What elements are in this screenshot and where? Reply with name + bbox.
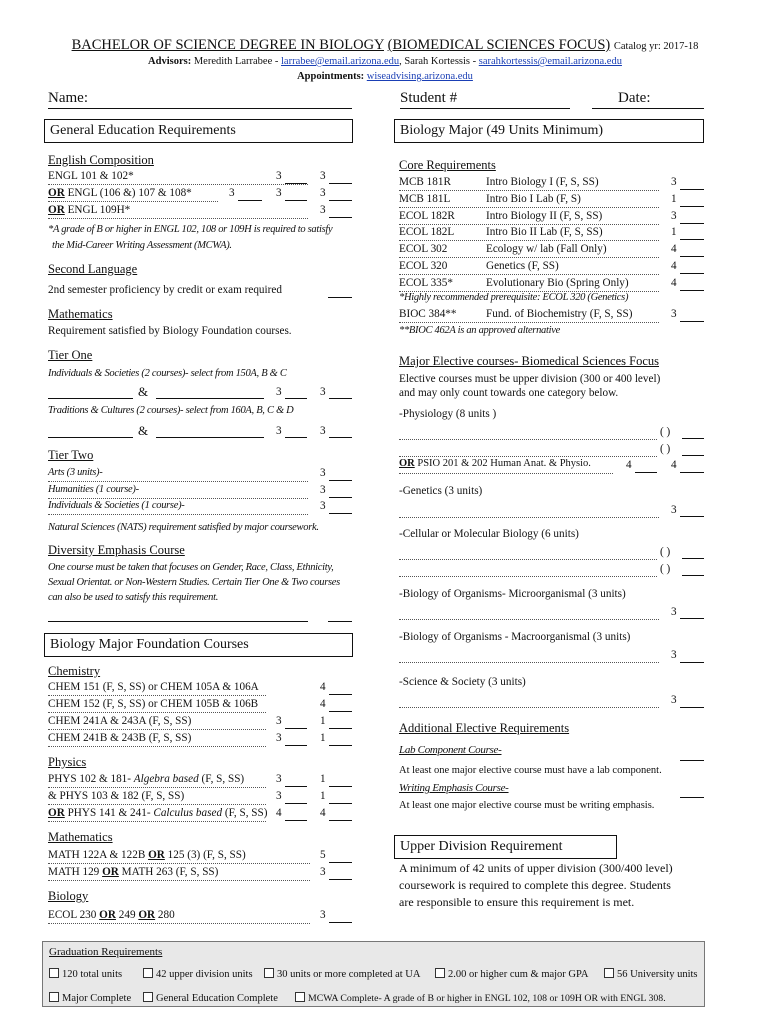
core-course-blank[interactable]: [680, 273, 704, 274]
science-society-units: (3 units): [485, 676, 526, 688]
core-course-code: ECOL 182R: [399, 209, 455, 222]
core-course-line: [399, 224, 659, 225]
core-course-blank[interactable]: [680, 223, 704, 224]
tier-one-trad-blank-1[interactable]: [48, 437, 133, 438]
gened-math-text: Requirement satisfied by Biology Foundation courses.: [48, 325, 292, 337]
core-prereq-note: *Highly recommended prerequisite: ECOL 320 (Genetics): [399, 292, 629, 303]
appointments-label: Appointments:: [297, 71, 365, 82]
math-row-2-line: [48, 880, 310, 881]
macro-title: [399, 631, 630, 643]
chemistry-row-units-b: 4: [320, 681, 326, 693]
math-row-2-units: 3: [320, 866, 326, 878]
physics-row-3-blank-b[interactable]: [329, 820, 352, 821]
core-course-name: Intro Biology II (F, S, SS): [486, 209, 603, 222]
math-row-2-a: MATH 129: [48, 866, 103, 878]
checkbox[interactable]: [143, 992, 153, 1002]
english-row-2-blank-pre[interactable]: [238, 200, 262, 201]
upper-division-text-3: are responsible to ensure this requirement is met.: [399, 895, 635, 909]
micro-blank[interactable]: [680, 618, 704, 619]
psio-blank-a[interactable]: [635, 472, 657, 473]
core-requirements-title: Core Requirements: [399, 158, 496, 172]
second-language-text: 2nd semester proficiency by credit or exam required: [48, 284, 282, 296]
physics-row-1-italic: Algebra based: [133, 773, 199, 785]
advisor2-email-link[interactable]: sarahkortessis@email.arizona.edu: [478, 56, 622, 67]
math-row-2: [48, 866, 218, 878]
math-row-1: [48, 849, 246, 861]
diversity-text-1: One course must be taken that focuses on Gender, Race, Class, Ethnicity,: [48, 562, 334, 573]
genetics-blank[interactable]: [680, 516, 704, 517]
tier-one-trad-units-b: 3: [320, 425, 326, 437]
grad-item-label: 42 upper division units: [156, 969, 253, 980]
math-row-2-b: MATH 263 (F, S, SS): [118, 866, 219, 878]
physics-title: Physics: [48, 755, 87, 769]
physics-row-2-blank-b[interactable]: [329, 803, 352, 804]
cellular-units: (6 units): [538, 528, 579, 540]
lab-component-text: At least one major elective course must have a lab component.: [399, 765, 662, 776]
psio-blank-b[interactable]: [680, 472, 704, 473]
grad-item-mcwa-complete[interactable]: [295, 992, 666, 1004]
psio-units-b: 4: [671, 459, 677, 471]
writing-emphasis-blank[interactable]: [680, 797, 704, 798]
grad-item-label: MCWA Complete- A grade of B or higher in ENGL 102, 108 or 109H OR with ENGL 308.: [308, 993, 666, 1004]
physiology-paren-2: ( ): [660, 443, 671, 455]
physics-row-3-blank-a[interactable]: [285, 820, 307, 821]
chemistry-row-line: [48, 729, 266, 730]
science-society-title: [399, 676, 526, 688]
cellular-paren-1: ( ): [660, 546, 671, 558]
english-row-3-blank[interactable]: [329, 217, 352, 218]
catalog-year: Catalog yr: 2017-18: [613, 41, 699, 52]
checkbox[interactable]: [143, 968, 153, 978]
math-row-2-blank[interactable]: [329, 879, 352, 880]
chemistry-row-1: CHEM 152 (F, S, SS) or CHEM 105B & 106B: [48, 698, 259, 710]
physiology-blank-2[interactable]: [682, 455, 704, 456]
english-comp-title: English Composition: [48, 153, 154, 167]
english-row-2-units-a: 3: [276, 187, 282, 199]
physics-row-3-line: [48, 821, 266, 822]
biology-row-units: 3: [320, 909, 326, 921]
chemistry-row-blank-b[interactable]: [329, 745, 352, 746]
science-society-line: [399, 707, 659, 708]
biology-row: [48, 909, 175, 921]
tier-one-title: Tier One: [48, 348, 93, 362]
tier-one-ind-blank-1[interactable]: [48, 398, 133, 399]
or-label: OR: [399, 458, 415, 469]
core-course-blank[interactable]: [680, 290, 704, 291]
foundation-math-title: Mathematics: [48, 830, 113, 844]
genetics-value: 3: [671, 504, 677, 516]
or-label: OR: [48, 807, 65, 819]
tier-two-hum-line: [48, 498, 308, 499]
psio-line: [399, 473, 613, 474]
physiology-units: (8 units ): [453, 408, 497, 420]
tier-one-ind-units-b: 3: [320, 386, 326, 398]
physics-row-2-units-a: 3: [276, 790, 282, 802]
core-course-code: ECOL 302: [399, 243, 448, 256]
biology-row-b: 249: [115, 909, 139, 921]
core-course-units: 4: [671, 243, 677, 256]
chemistry-row-3: CHEM 241B & 243B (F, S, SS): [48, 732, 192, 744]
physiology-label: -Physiology: [399, 408, 454, 420]
science-society-blank[interactable]: [680, 707, 704, 708]
chemistry-row-units-b: 1: [320, 715, 326, 727]
student-number-label: Student #: [400, 90, 458, 106]
science-society-value: 3: [671, 694, 677, 706]
advisors-label: Advisors:: [148, 56, 192, 67]
checkbox[interactable]: [49, 968, 59, 978]
english-row-1: ENGL 101 & 102*: [48, 170, 134, 182]
core-course-name: Intro Biology I (F, S, SS): [486, 176, 599, 188]
bioc-alt-note: **BIOC 462A is an approved alternative: [399, 325, 560, 336]
diversity-text-2: Sexual Orientat. or Non-Western Studies. Certain Tier One & Two courses: [48, 577, 340, 588]
grad-item-gpa[interactable]: [435, 968, 588, 980]
english-row-2: [48, 187, 192, 199]
english-row-2-blank-a[interactable]: [285, 200, 307, 201]
macro-units: (3 units): [590, 631, 631, 643]
chemistry-row-line: [48, 746, 266, 747]
upper-division-text-1: A minimum of 42 units of upper division (300/400 level): [399, 861, 673, 875]
physics-row-1-units-a: 3: [276, 773, 282, 785]
advisor1-email-link[interactable]: larrabee@email.arizona.edu: [281, 56, 400, 67]
nats-note: Natural Sciences (NATS) requirement satisfied by major coursework.: [48, 522, 319, 533]
chemistry-row-0: CHEM 151 (F, S, SS) or CHEM 105A & 106A: [48, 681, 259, 693]
tier-two-arts-blank[interactable]: [329, 480, 352, 481]
cellular-blank-1[interactable]: [682, 558, 704, 559]
grad-item-label: 56 University units: [617, 969, 698, 980]
bioc-units: 3: [671, 308, 677, 320]
english-row-1-blank-b[interactable]: [329, 183, 352, 184]
core-course-blank[interactable]: [680, 256, 704, 257]
date-label: Date:: [618, 90, 651, 106]
core-course-code: MCB 181L: [399, 192, 451, 205]
tier-one-trad-blank-2[interactable]: [156, 437, 264, 438]
tier-two-arts: Arts (3 units)-: [48, 467, 103, 478]
grad-item-label: 120 total units: [62, 969, 123, 980]
physics-row-3-italic: Calculus based: [153, 807, 223, 819]
tier-two-hum-units: 3: [320, 484, 326, 496]
tier-one-ind-units-a: 3: [276, 386, 282, 398]
physics-row-1-b: (F, S, SS): [198, 773, 245, 785]
checkbox[interactable]: [295, 992, 305, 1002]
chemistry-row-2: CHEM 241A & 243A (F, S, SS): [48, 715, 192, 727]
psio-units-a: 4: [626, 459, 632, 471]
diversity-title: Diversity Emphasis Course: [48, 543, 185, 557]
bioc-blank[interactable]: [680, 321, 704, 322]
foundation-header: Biology Major Foundation Courses: [44, 633, 353, 657]
grad-item-gened-complete[interactable]: [143, 992, 278, 1004]
diversity-text-3: can also be used to satisfy this requirement.: [48, 592, 219, 603]
tier-two-hum-blank[interactable]: [329, 497, 352, 498]
second-language-blank[interactable]: [328, 297, 352, 298]
micro-line: [399, 619, 659, 620]
english-row-2-line: [48, 201, 218, 202]
core-course-units: 4: [671, 260, 677, 272]
diversity-units-blank[interactable]: [328, 621, 352, 622]
core-course-line: [399, 274, 659, 275]
physiology-title: [399, 408, 496, 420]
core-course-units: 1: [671, 226, 677, 239]
tier-one-individuals: Individuals & Societies (2 courses)- select from 150A, B & C: [48, 368, 287, 379]
core-course-name: Intro Bio I Lab (F, S): [486, 192, 581, 205]
macro-label: -Biology of Organisms - Macroorganismal: [399, 631, 590, 643]
chemistry-row-blank-b[interactable]: [329, 711, 352, 712]
date-field[interactable]: [592, 108, 704, 109]
chemistry-row-units-b: 4: [320, 698, 326, 710]
core-course-name: Genetics (F, SS): [486, 260, 559, 272]
macro-line: [399, 662, 659, 663]
english-row-1-units-b: 3: [320, 170, 326, 182]
chemistry-row-units-a: 3: [276, 732, 282, 744]
grad-item-56-university[interactable]: [604, 968, 698, 980]
grad-item-label: 30 units or more completed at UA: [277, 969, 421, 980]
or-label: OR: [48, 187, 65, 199]
english-row-3-units: 3: [320, 204, 326, 216]
core-course-line: [399, 240, 659, 241]
core-course-units: 1: [671, 192, 677, 205]
document-title: [0, 37, 770, 54]
bioc-line: [399, 322, 659, 323]
grad-item-42-upper[interactable]: [143, 968, 253, 980]
physics-row-3-units-b: 4: [320, 807, 326, 819]
grad-item-30-ua[interactable]: [264, 968, 420, 980]
psio-text: PSIO 201 & 202 Human Anat. & Physio.: [414, 458, 591, 469]
graduation-requirements-panel: [42, 941, 705, 1007]
advisors-line: [0, 56, 770, 67]
cellular-title: [399, 528, 579, 540]
physiology-paren-1: ( ): [660, 426, 671, 438]
english-row-2-text: ENGL (106 &) 107 & 108*: [64, 187, 192, 199]
cellular-label: -Cellular or Molecular Biology: [399, 528, 539, 540]
checkbox[interactable]: [604, 968, 614, 978]
english-row-2-blank-b[interactable]: [329, 200, 352, 201]
or-label: OR: [48, 204, 65, 216]
appointments-line: [0, 71, 770, 82]
or-label: OR: [148, 849, 165, 861]
core-course-blank[interactable]: [680, 206, 704, 207]
physiology-line-2: [399, 456, 657, 457]
grad-item-label: 2.00 or higher cum & major GPA: [448, 969, 589, 980]
tier-two-arts-units: 3: [320, 467, 326, 479]
core-course-line: [399, 190, 659, 191]
grad-item-label: Major Complete: [62, 993, 132, 1004]
math-row-1-line: [48, 863, 310, 864]
cellular-blank-2[interactable]: [682, 575, 704, 576]
or-label: OR: [138, 909, 156, 921]
core-course-units: 3: [671, 176, 677, 188]
major-elective-title: Major Elective courses- Biomedical Sciences Focus: [399, 354, 659, 368]
micro-label: -Biology of Organisms- Microorganismal: [399, 588, 586, 600]
cellular-paren-2: ( ): [660, 563, 671, 575]
math-row-1-a: MATH 122A & 122B: [48, 849, 149, 861]
physics-row-1-a: PHYS 102 & 181-: [48, 773, 134, 785]
core-course-units: 4: [671, 276, 677, 289]
checkbox[interactable]: [264, 968, 274, 978]
physics-row-1-line: [48, 787, 266, 788]
macro-blank[interactable]: [680, 662, 704, 663]
english-row-2-units-b: 3: [320, 187, 326, 199]
physiology-blank-1[interactable]: [682, 438, 704, 439]
tier-two-humanities: Humanities (1 course)-: [48, 484, 139, 495]
genetics-units: (3 units): [441, 485, 483, 497]
chemistry-row-line: [48, 712, 266, 713]
core-course-line: [399, 207, 659, 208]
english-row-1-blank-a[interactable]: [285, 183, 307, 184]
biology-row-a: ECOL 230: [48, 909, 100, 921]
english-row-3-line: [48, 218, 308, 219]
physics-row-3-b: (F, S, SS): [222, 807, 268, 819]
physics-row-2: & PHYS 103 & 182 (F, S, SS): [48, 790, 185, 802]
core-course-code: ECOL 320: [399, 260, 448, 272]
upper-division-text-2: coursework is required to complete this degree. Students: [399, 878, 671, 892]
macro-value: 3: [671, 649, 677, 661]
biology-major-header: Biology Major (49 Units Minimum): [394, 119, 704, 143]
lab-component-blank[interactable]: [680, 760, 704, 761]
diversity-course-blank[interactable]: [48, 621, 308, 622]
major-elective-text-2: and may only count towards one category below.: [399, 387, 619, 399]
second-language-title: Second Language: [48, 262, 138, 276]
english-row-3-text: ENGL 109H*: [64, 204, 131, 216]
tier-one-ind-blank-a[interactable]: [285, 398, 307, 399]
tier-two-ind-blank[interactable]: [329, 513, 352, 514]
or-label: OR: [102, 866, 119, 878]
bioc-name: Fund. of Biochemistry (F, S, SS): [486, 308, 633, 320]
grad-item-120-units[interactable]: [49, 968, 122, 980]
physics-row-2-line: [48, 804, 266, 805]
chemistry-title: Chemistry: [48, 664, 101, 678]
chemistry-row-units-b: 1: [320, 732, 326, 744]
core-course-name: Intro Bio II Lab (F, S, SS): [486, 226, 603, 239]
tier-one-ind-blank-2[interactable]: [156, 398, 264, 399]
tier-two-individuals: Individuals & Societies (1 course)-: [48, 500, 185, 511]
chemistry-row-blank-b[interactable]: [329, 728, 352, 729]
core-course-blank[interactable]: [680, 239, 704, 240]
mcwa-note-1: *A grade of B or higher in ENGL 102, 108 or 109H is required to satisfy: [48, 224, 333, 235]
chemistry-row-units-a: 3: [276, 715, 282, 727]
name-field[interactable]: [48, 108, 352, 109]
advisor1-name: Meredith Larrabee -: [193, 56, 282, 67]
student-number-field[interactable]: [400, 108, 570, 109]
physics-row-1-blank-b[interactable]: [329, 786, 352, 787]
core-course-units: 3: [671, 209, 677, 222]
advisor2-name: , Sarah Kortessis -: [399, 56, 479, 67]
physics-row-3-units-a: 4: [276, 807, 282, 819]
upper-division-header: Upper Division Requirement: [394, 835, 617, 859]
english-row-2-pre: 3: [229, 187, 235, 199]
gen-ed-header: General Education Requirements: [44, 119, 353, 143]
tier-one-trad-blank-b[interactable]: [329, 437, 352, 438]
physics-row-1: [48, 773, 244, 785]
gened-math-title: Mathematics: [48, 307, 113, 321]
core-course-name: Evolutionary Bio (Spring Only): [486, 276, 629, 289]
math-row-1-blank[interactable]: [329, 862, 352, 863]
english-row-3: [48, 204, 130, 216]
micro-units: (3 units): [585, 588, 626, 600]
physics-row-1-blank-a[interactable]: [285, 786, 307, 787]
core-course-code: ECOL 335*: [399, 276, 453, 289]
core-course-code: MCB 181R: [399, 176, 451, 188]
or-label: OR: [99, 909, 116, 921]
title-focus: (BIOMEDICAL SCIENCES FOCUS): [387, 37, 611, 53]
tier-two-title: Tier Two: [48, 448, 94, 462]
major-elective-text-1: Elective courses must be upper division (300 or 400 level): [399, 373, 661, 385]
chemistry-row-blank-b[interactable]: [329, 694, 352, 695]
tier-one-ind-blank-b[interactable]: [329, 398, 352, 399]
physics-row-1-units-b: 1: [320, 773, 326, 785]
physics-row-2-units-b: 1: [320, 790, 326, 802]
title-main: BACHELOR OF SCIENCE DEGREE IN BIOLOGY: [71, 37, 384, 53]
core-course-code: ECOL 182L: [399, 226, 455, 239]
bioc-code: BIOC 384**: [399, 308, 457, 320]
physics-row-2-blank-a[interactable]: [285, 803, 307, 804]
chemistry-row-line: [48, 695, 266, 696]
math-row-1-b: 125 (3) (F, S, SS): [164, 849, 246, 861]
micro-value: 3: [671, 606, 677, 618]
physics-row-3: [48, 807, 267, 819]
genetics-title: [399, 485, 482, 497]
core-course-name: Ecology w/ lab (Fall Only): [486, 243, 607, 256]
additional-elective-title: Additional Elective Requirements: [399, 721, 570, 735]
genetics-line: [399, 517, 659, 518]
lab-component-label: Lab Component Course-: [399, 744, 502, 756]
tier-one-trad-units-a: 3: [276, 425, 282, 437]
english-row-1-line: [48, 184, 308, 185]
chemistry-row-blank-a[interactable]: [285, 745, 307, 746]
genetics-label: -Genetics: [399, 485, 442, 497]
tier-two-arts-line: [48, 481, 308, 482]
english-row-1-units-a: 3: [276, 170, 282, 182]
physiology-line-1: [399, 439, 657, 440]
biology-row-blank[interactable]: [329, 922, 352, 923]
psio-row: [399, 458, 591, 469]
tier-two-ind-units: 3: [320, 500, 326, 512]
name-label: Name:: [48, 90, 88, 106]
graduation-title: Graduation Requirements: [49, 946, 163, 958]
tier-one-ind-amp: &: [138, 384, 149, 399]
biology-row-c: 280: [155, 909, 175, 921]
mcwa-note-2: the Mid-Career Writing Assessment (MCWA).: [52, 240, 232, 251]
core-course-line: [399, 257, 659, 258]
writing-emphasis-text: At least one major elective course must be writing emphasis.: [399, 800, 655, 811]
checkbox[interactable]: [435, 968, 445, 978]
tier-two-ind-line: [48, 514, 308, 515]
writing-emphasis-label: Writing Emphasis Course-: [399, 782, 509, 794]
cellular-line-1: [399, 559, 657, 560]
tier-one-traditions: Traditions & Cultures (2 courses)- select from 160A, B, C & D: [48, 405, 294, 416]
science-society-label: -Science & Society: [399, 676, 486, 688]
math-row-1-units: 5: [320, 849, 326, 861]
tier-one-trad-amp: &: [138, 423, 149, 438]
core-course-blank[interactable]: [680, 189, 704, 190]
grad-item-major-complete[interactable]: [49, 992, 131, 1004]
physics-row-3-a: PHYS 141 & 241-: [64, 807, 154, 819]
biology-row-line: [48, 923, 310, 924]
cellular-line-2: [399, 576, 657, 577]
biology-title: Biology: [48, 889, 89, 903]
grad-item-label: General Education Complete: [156, 993, 278, 1004]
micro-title: [399, 588, 626, 600]
checkbox[interactable]: [49, 992, 59, 1002]
appointments-link[interactable]: wiseadvising.arizona.edu: [366, 71, 473, 82]
chemistry-row-blank-a[interactable]: [285, 728, 307, 729]
tier-one-trad-blank-a[interactable]: [285, 437, 307, 438]
